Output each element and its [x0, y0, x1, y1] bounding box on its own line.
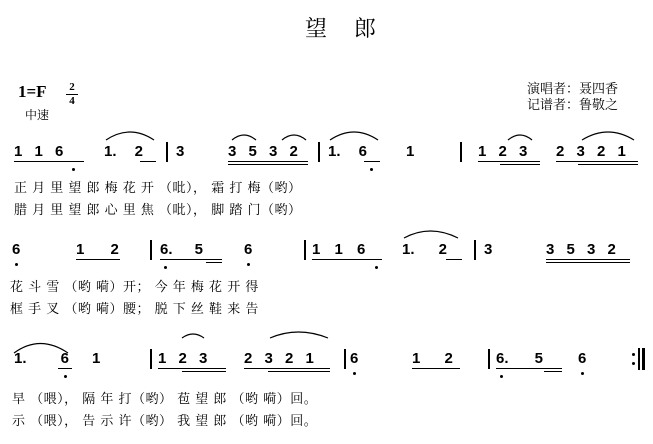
time-denominator: 4 [69, 95, 75, 107]
notes-m1: 1 1 6 [14, 143, 64, 160]
underline [14, 161, 84, 162]
underline [228, 161, 308, 162]
barline [166, 142, 168, 162]
dot-below [581, 372, 584, 375]
underline [76, 259, 120, 260]
lyrics-row2-verse2: 框 手 叉 （哟 嗬）腰； 脱 下 丝 鞋 来 告 [10, 302, 259, 317]
repeat-dot [632, 362, 635, 365]
repeat-barline-thick [642, 348, 645, 370]
transcriber-credit: 记谱者：鲁敬之 [527, 98, 619, 113]
notes-m2: 1. 2 [104, 143, 144, 160]
time-numerator: 2 [69, 81, 75, 93]
dot-below [72, 168, 75, 171]
notes-m6: 1. 2 [402, 241, 448, 258]
dot-below [500, 375, 503, 378]
notes-m3: 3 [176, 143, 185, 160]
notes-m2: 1 2 [76, 241, 119, 258]
barline [318, 142, 320, 162]
notes-m5: 1 1 6 [312, 241, 366, 258]
barline [344, 349, 346, 369]
underline [206, 262, 222, 263]
underline [478, 161, 540, 162]
key-signature: 1=F [18, 82, 47, 101]
notes-m5: 6 [350, 350, 359, 367]
dot-below [353, 372, 356, 375]
barline [150, 349, 152, 369]
underline [160, 259, 222, 260]
notes-m1: 6 [12, 241, 21, 258]
barline [474, 240, 476, 260]
notes-m8: 3 5 3 2 [546, 241, 616, 258]
singer-credit: 演唱者：聂四香 [527, 82, 619, 97]
underline [546, 259, 630, 260]
notes-m6: 1 [406, 143, 415, 160]
lyrics-row2-verse1: 花 斗 雪 （哟 嗬）开； 今 年 梅 花 开 得 [10, 280, 259, 295]
song-title: 望 郎 [305, 17, 386, 42]
notes-m1: 1. 6 [14, 350, 70, 367]
dot-below [64, 375, 67, 378]
notes-m2: 1 [92, 350, 101, 367]
underline [140, 161, 156, 162]
notes-m3: 6. 5 [160, 241, 204, 258]
barline [460, 142, 462, 162]
lyrics-row3-verse1: 早 （喂）， 隔 年 打（哟） 苞 望 郎 （哟 嗬）回。 [12, 392, 318, 407]
underline [496, 368, 562, 369]
dot-below [164, 266, 167, 269]
underline [412, 368, 460, 369]
dot-below [370, 168, 373, 171]
barline [304, 240, 306, 260]
repeat-dot [632, 353, 635, 356]
underline [556, 161, 638, 162]
notes-m5: 1. 6 [328, 143, 368, 160]
underline [268, 371, 330, 372]
underline [182, 371, 226, 372]
underline [578, 164, 638, 165]
dot-below [247, 263, 250, 266]
notes-m8: 6 [578, 350, 587, 367]
underline [544, 371, 562, 372]
notes-m8: 2 3 2 1 [556, 143, 626, 160]
dot-below [375, 266, 378, 269]
tempo-marking: 中速 [25, 108, 50, 122]
underline [228, 164, 308, 165]
barline [150, 240, 152, 260]
lyrics-row3-verse2: 示 （喂）， 告 示 许（哟） 我 望 郎 （哟 嗬）回。 [12, 414, 318, 429]
notes-m7: 6. 5 [496, 350, 544, 367]
repeat-barline-thin [638, 348, 640, 370]
underline [312, 259, 382, 260]
underline [546, 262, 630, 263]
dot-below [15, 263, 18, 266]
notes-m7: 3 [484, 241, 493, 258]
notes-m7: 1 2 3 [478, 143, 528, 160]
barline [488, 349, 490, 369]
notes-m4: 2 3 2 1 [244, 350, 314, 367]
notes-m4: 3 5 3 2 [228, 143, 298, 160]
underline [158, 368, 226, 369]
underline [58, 368, 72, 369]
underline [500, 164, 540, 165]
notes-m4: 6 [244, 241, 253, 258]
lyrics-row1-verse1: 正 月 里 望 郎 梅 花 开 （吡）， 霜 打 梅（哟） [14, 181, 302, 196]
underline [364, 161, 380, 162]
underline [244, 368, 330, 369]
underline [446, 259, 462, 260]
notes-m6: 1 2 [412, 350, 453, 367]
notes-m3: 1 2 3 [158, 350, 208, 367]
lyrics-row1-verse2: 腊 月 里 望 郎 心 里 焦 （吡）， 脚 踏 门（哟） [14, 203, 302, 218]
